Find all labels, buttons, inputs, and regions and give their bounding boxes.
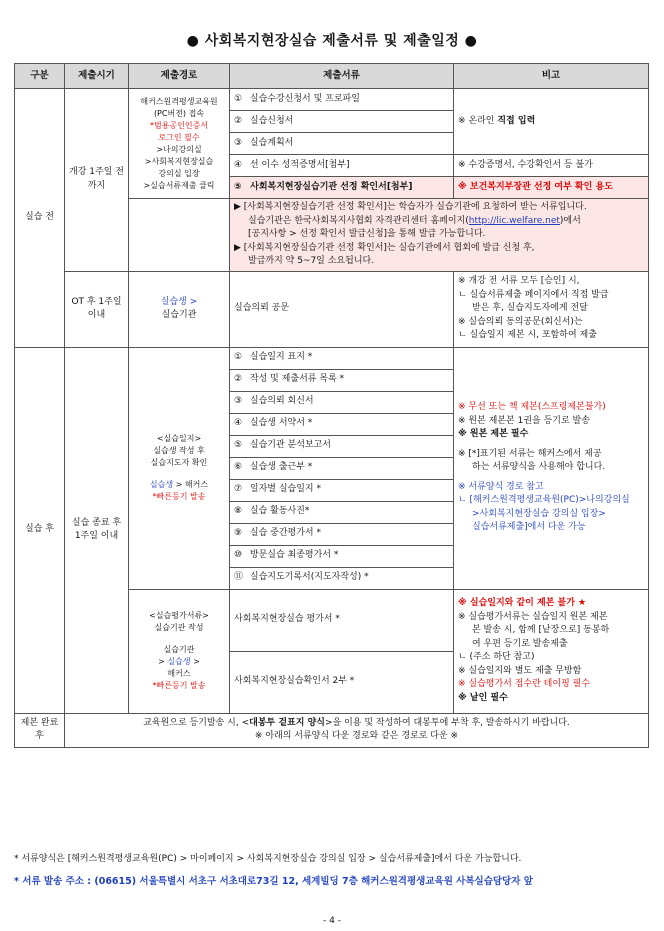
doc-item: 실습의뢰 공문 (230, 271, 454, 347)
route-before-1: 해커스원격평생교육원 (PC버전) 접속 *범용공인인증서 로그인 필수 >나의강의실 >사회복지현장실습 강의실 입장 >실습서류제출 클릭 (129, 89, 230, 199)
doc-item: ② 작성 및 제출서류 목록 * (230, 369, 454, 391)
category-before: 실습 전 (15, 89, 65, 348)
doc-item: ⑨ 실습 중간평가서 * (230, 523, 454, 545)
table-row (15, 347, 649, 369)
page-title (0, 30, 664, 50)
route-empty (129, 199, 230, 272)
doc-item: ⑥ 실습생 출근부 * (230, 457, 454, 479)
doc-item: 사회복지현장실습확인서 2부 * (230, 651, 454, 713)
footer-address: * 서류 발송 주소 : (06615) 서울특별시 서초구 서초대로73길 12, 세계빌딩 7층 해커스원격평생교육원 사복실습담당자 앞 (14, 876, 533, 887)
note-journal: ※ 무선 또는 책 제본(스프링제본불가) ※ 원본 제본본 1권을 등기로 발송 ※ 원본 제본 필수 ※ [*]표기된 서류는 해커스에서 제공 하는 서류양식을 사용해야 합니다. ※ 서류양식 경로 참고 ㄴ [해커스원격평생교육원(PC)>나의강의실 >사회복지현장실습 강의실 입장> 실습서류제출]에서 다운 가능 (454, 347, 649, 589)
title-bullet-right: ● (464, 33, 478, 49)
welfare-link[interactable]: http://lic.welfare.net (468, 215, 560, 226)
table-row (15, 89, 649, 111)
doc-item: ④ 선 이수 성적증명서[첨부] (230, 155, 454, 177)
doc-item: ⑤ 실습기관 분석보고서 (230, 435, 454, 457)
table-row (15, 713, 649, 747)
title-bullet-left: ● (186, 33, 200, 49)
header-timing: 제출시기 (65, 64, 129, 89)
title-text: 사회복지현장실습 제출서류 및 제출일정 (204, 33, 460, 49)
note-transcript: ※ 수강증명서, 수강확인서 등 불가 (454, 155, 649, 177)
header-category: 구분 (15, 64, 65, 89)
category-after-binding: 제본 완료 후 (15, 713, 65, 747)
route-before-2: 실습생 > 실습기관 (129, 271, 230, 347)
doc-item: ⑩ 방문실습 최종평가서 * (230, 545, 454, 567)
header-route: 제출경로 (129, 64, 230, 89)
header-documents: 제출서류 (230, 64, 454, 89)
note-online: ※ 온라인 직접 입력 (454, 89, 649, 155)
doc-item: ② 실습신청서 (230, 111, 454, 133)
doc-item: ⑧ 실습 활동사진* (230, 501, 454, 523)
doc-item: ④ 실습생 서약서 * (230, 413, 454, 435)
doc-item: ③ 실습계획서 (230, 133, 454, 155)
header-remarks: 비고 (454, 64, 649, 89)
note-ot: ※ 개강 전 서류 모두 [승인] 시, ㄴ 실습서류제출 페이지에서 직접 발급 받은 후, 실습지도자에게 전달 ※ 실습의뢰 동의공문(회신서)는 ㄴ 실습일지 제본 시, 포함하여 제출 (454, 271, 649, 347)
doc-item: ⑤ 사회복지현장실습기관 선정 확인서[첨부] (230, 177, 454, 199)
doc-item: 사회복지현장실습 평가서 * (230, 589, 454, 651)
timing-after: 실습 종료 후 1주일 이내 (65, 347, 129, 713)
note-selection: ※ 보건복지부장관 선정 여부 확인 용도 (454, 177, 649, 199)
doc-item: ③ 실습의뢰 회신서 (230, 391, 454, 413)
table-row (15, 271, 649, 347)
binding-note: 교육원으로 등기발송 시, <대봉투 겉표지 양식>을 이용 및 작성하여 대봉투에 부착 후, 발송하시기 바랍니다. ※ 아래의 서류양식 다운 경로와 같은 경로로 다운 ※ (65, 713, 649, 747)
submission-table (14, 63, 649, 748)
page-number: - 4 - (323, 916, 341, 926)
doc-item: ⑪ 실습지도기록서(지도자작성) * (230, 567, 454, 589)
timing-before-1: 개강 1주일 전까지 (65, 89, 129, 272)
category-after: 실습 후 (15, 347, 65, 713)
doc-item: ⑦ 일자별 실습일지 * (230, 479, 454, 501)
footer-form-path: * 서류양식은 [해커스원격평생교육원(PC) > 마이페이지 > 사회복지현장실습 강의실 입장 > 실습서류제출]에서 다운 가능합니다. (14, 854, 522, 864)
doc-item: ① 실습수강신청서 및 프로파일 (230, 89, 454, 111)
doc-item: ① 실습일지 표지 * (230, 347, 454, 369)
timing-before-2: OT 후 1주일 이내 (65, 271, 129, 347)
route-after-2: <실습평가서류> 실습기관 작성 실습기관 > 실습생 > 해커스 *빠른등기 발송 (129, 589, 230, 713)
route-after-1: <실습일지> 실습생 작성 후 실습지도자 확인 실습생 > 해커스 *빠른등기 발송 (129, 347, 230, 589)
note-evaluation: ※ 실습일지와 같이 제본 불가 ★ ※ 실습평가서류는 실습일지 원본 제본 본 발송 시, 함께 [낱장으로] 동봉하 여 우편 등기로 발송제출 ㄴ (주소 하단 참고) ※ 실습일지와 별도 제출 무방함 ※ 실습평가서 점수란 테이핑 필수 ※ 낱인 필수 (454, 589, 649, 713)
header-row (15, 64, 649, 89)
selection-memo: ▶ [사회복지현장실습기관 선정 확인서]는 학습자가 실습기관에 요청하여 받는 서류입니다. 실습기관은 한국사회복지사협회 자격관리센터 홈페이지(http://lic.welfare.net)에서 [공지사항 > 선정 확인서 발급신청]을 통해 발급 가능합니다. ▶ [사회복지현장실습기관 선정 확인서]는 실습기관에서 협회에 발급 신청 후, 발급까지 약 5~7일 소요됩니다. (230, 199, 649, 272)
